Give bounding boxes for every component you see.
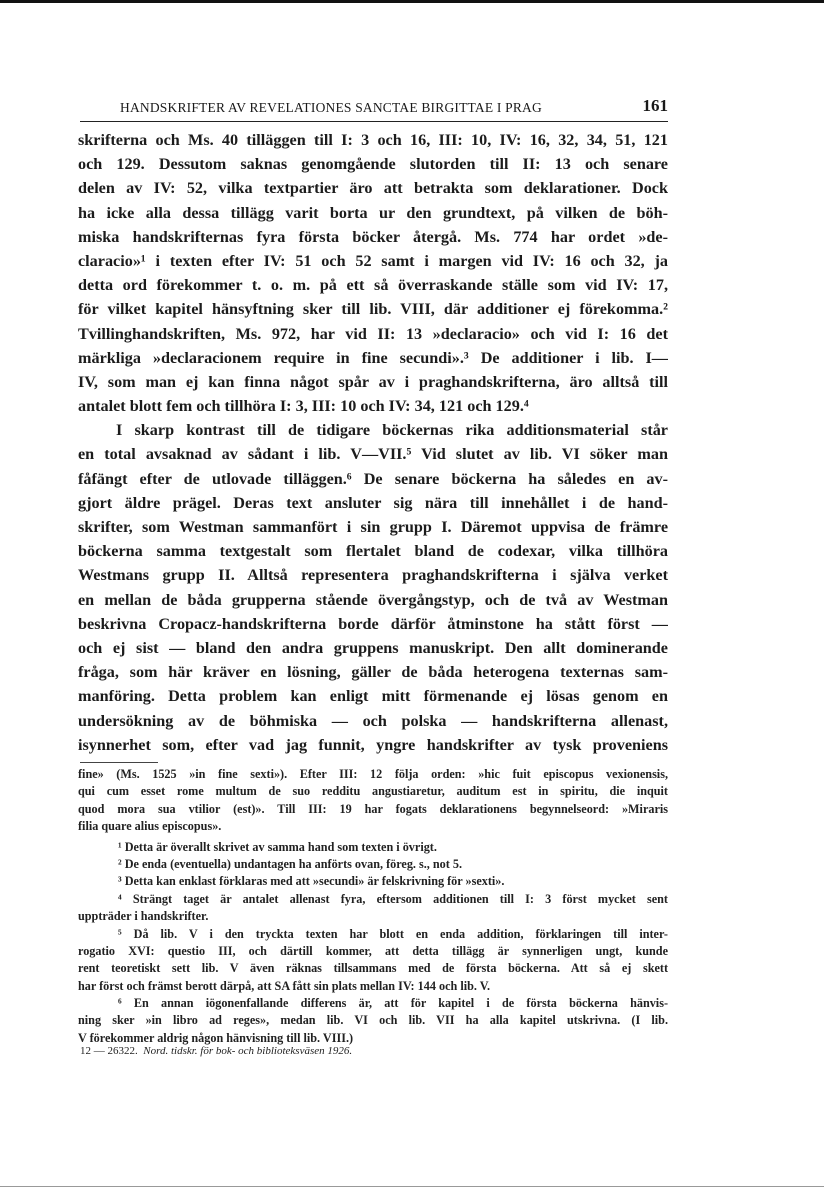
footnote-3: ³ Detta kan enklast förklaras med att »secundi» är felskrivning för »sexti».	[118, 874, 505, 889]
body-line: en mellan de båda grupperna stående övergångstyp, och de två av Westman	[78, 590, 668, 609]
body-line: böckerna samma textgestalt som flertalet bland de codexar, vilka tillhöra	[78, 542, 668, 561]
body-line: och 129. Dessutom saknas genomgående slutorden till II: 13 och senare	[78, 155, 668, 174]
footnote-line: filia quare alius episcopus».	[78, 819, 222, 834]
body-line: IV, som man ej kan finna något spår av i praghandskrifterna, äro alltså till	[78, 372, 668, 391]
footnote-1: ¹ Detta är överallt skrivet av samma hand som texten i övrigt.	[118, 839, 437, 854]
body-line: för vilket kapitel hänsyftning sker till lib. VIII, där additioner ej förekomma.²	[78, 300, 668, 319]
footnote-line: quod mora sua vtilior (est)». Till III: 19 har fogats deklarationens begynnelseord: »Miraris	[78, 801, 668, 816]
footnotes	[78, 766, 668, 1047]
footnote-line: qui cum esset rome multum de suo redditu angustiaretur, auditum est in spiritu, die inquit	[78, 784, 668, 799]
body-line: en total avsaknad av sådant i lib. V—VII.⁵ Vid slutet av lib. VI söker man	[78, 445, 668, 464]
page-number: 161	[642, 96, 668, 115]
footnote-6: ⁶ En annan iögonenfallande differens är, att för kapitel i de första böckerna hänvis-	[118, 996, 668, 1011]
body-line: gjort äldre prägel. Deras text ansluter sig nära till innehållet i de hand-	[78, 493, 668, 512]
footnote-5: ⁵ Då lib. V i den tryckta texten har blott en enda addition, förklaringen till inter-	[118, 926, 668, 941]
body-line: beskrivna Cropacz-handskrifterna borde därför åtminstone ha stått först —	[78, 614, 668, 633]
body-line: manföring. Detta problem kan enligt mitt förmenande ej lösas genom en	[78, 687, 668, 706]
header-rule	[80, 121, 668, 122]
footnote-line: uppträder i handskrifter.	[78, 909, 209, 924]
top-scan-edge	[0, 0, 824, 3]
footnote-rule	[80, 762, 158, 763]
body-line: Westmans grupp II. Alltså representera praghandskrifterna i själva verket	[78, 566, 668, 585]
body-line: märkliga »declaracionem require in fine secundi».³ De additioner i lib. I—	[78, 348, 668, 367]
footnote-line: V förekommer aldrig någon hänvisning till lib. VIII.)	[78, 1030, 354, 1045]
running-title: HANDSKRIFTER AV REVELATIONES SANCTAE BIRGITTAE I PRAG	[120, 100, 542, 115]
body-line: skrifterna och Ms. 40 tilläggen till I: 3 och 16, III: 10, IV: 16, 32, 34, 51, 121	[78, 131, 668, 149]
body-text	[78, 128, 668, 757]
signature-sheet: 12 — 26322.	[80, 1045, 138, 1057]
body-line: miska handskrifternas fyra första böcker återgå. Ms. 774 har ordet »de-	[78, 227, 668, 246]
body-line: skrifter, som Westman sammanfört i sin grupp I. Däremot uppvisa de främre	[78, 518, 668, 536]
footnote-line: har först och främst berott därpå, att SA fått sin plats mellan IV: 144 och lib. V.	[78, 978, 491, 993]
body-line: och ej sist — bland den andra gruppens manuskript. Den allt dominerande	[78, 638, 668, 657]
body-line: antalet blott fem och tillhöra I: 3, III: 10 och IV: 34, 121 och 129.⁴	[78, 397, 529, 416]
signature-journal: Nord. tidskr. för bok- och biblioteksväsen 1926.	[143, 1045, 353, 1057]
body-line: undersökning av de böhmiska — och polska — handskrifterna allenast,	[78, 711, 668, 730]
footnote-2: ² De enda (eventuella) undantagen ha anförts ovan, föreg. s., not 5.	[118, 856, 463, 871]
bottom-scan-edge	[0, 1186, 824, 1187]
running-header	[80, 96, 668, 120]
body-line: delen av IV: 52, vilka textpartier äro att betrakta som deklarationer. Dock	[78, 179, 668, 198]
sheet-signature	[80, 1045, 352, 1057]
body-line: I skarp kontrast till de tidigare böckernas rika additionsmaterial står	[116, 421, 668, 440]
footnote-line: fine» (Ms. 1525 »in fine sexti»). Efter III: 12 följa orden: »hic fuit episcopus vexionensis,	[78, 767, 668, 781]
footnote-line: rogatio XVI: questio III, och därtill kommer, att detta tillägg är synnerligen ungt, kunde	[78, 943, 668, 958]
body-line: Tvillinghandskriften, Ms. 972, har vid II: 13 »declaracio» och vid I: 16 det	[78, 324, 668, 343]
body-line: claracio»¹ i texten efter IV: 51 och 52 samt i margen vid IV: 16 och 32, ja	[78, 251, 668, 270]
body-line: detta ord förekommer t. o. m. på ett så överraskande ställe som vid IV: 17,	[78, 276, 668, 295]
body-line: fåfängt efter de utlovade tilläggen.⁶ De senare böckerna ha således en av-	[78, 469, 668, 488]
body-line: isynnerhet som, efter vad jag funnit, yngre handskrifter av tysk proveniens	[78, 735, 668, 754]
footnote-4: ⁴ Strängt taget är antalet allenast fyra, eftersom additionen till I: 3 först mycket sent	[118, 891, 668, 906]
body-line: fråga, som här kräver en lösning, gäller de båda heterogena texternas sam-	[78, 663, 668, 682]
footnote-line: ning sker »in libro ad reges», medan lib. VI och lib. VII ha alla kapitel utskrivna. (I lib.	[78, 1013, 668, 1028]
footnote-line: rent teoretiskt sett lib. V även räknas tillsammans med de första böckerna. Att så ej skett	[78, 961, 668, 976]
body-line: ha icke alla dessa tillägg varit borta ur den grundtext, på vilken de böh-	[78, 203, 668, 222]
